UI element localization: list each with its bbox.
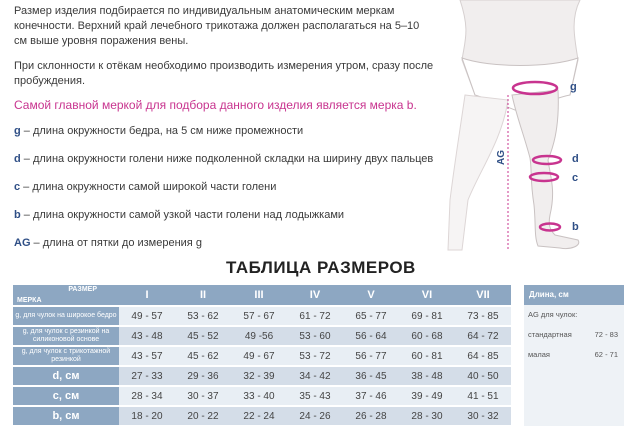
label-g: g (570, 81, 577, 93)
table-cell: 34 - 42 (287, 366, 343, 386)
measure-definitions (14, 124, 484, 264)
size-header: II (175, 285, 231, 306)
intro-text (14, 4, 434, 99)
table-title: ТАБЛИЦА РАЗМЕРОВ (226, 258, 416, 277)
table-row (13, 366, 511, 386)
intro-paragraph-2: При склонности к отёкам необходимо производить измерения утром, сразу после пробуждения. (14, 60, 434, 87)
length-item-value: 62 - 71 (594, 350, 618, 359)
length-panel-sub: AG для чулок: (528, 310, 578, 319)
table-cell: 49 - 67 (231, 346, 287, 366)
table-row (13, 386, 511, 406)
corner-cell (13, 285, 119, 306)
length-item-label: малая (528, 350, 550, 359)
table-cell: 39 - 49 (399, 386, 455, 406)
table-cell: 57 - 67 (231, 306, 287, 326)
table-cell: 53 - 62 (175, 306, 231, 326)
measure-key: b (14, 209, 21, 221)
table-cell: 24 - 26 (287, 406, 343, 426)
table-cell: 45 - 52 (175, 326, 231, 346)
measure-text: – длина окружности голени ниже подколенной складки на ширину двух пальцев (20, 153, 434, 165)
corner-top-label: РАЗМЕР (68, 286, 97, 293)
table-row (13, 346, 511, 366)
measure-text: – длина окружности бедра, на 5 см ниже промежности (20, 125, 304, 137)
table-cell: 64 - 85 (455, 346, 511, 366)
label-b: b (572, 221, 579, 233)
table-cell: 22 - 24 (231, 406, 287, 426)
length-item-label: стандартная (528, 330, 572, 339)
row-label: d, см (13, 366, 119, 386)
table-cell: 37 - 46 (343, 386, 399, 406)
measure-key: g (14, 125, 21, 137)
table-cell: 56 - 77 (343, 346, 399, 366)
measure-key: c (14, 181, 21, 193)
measure-key: d (14, 153, 21, 165)
length-item-value: 72 - 83 (594, 330, 618, 339)
measure-text: – длина окружности самой узкой части голени над лодыжками (20, 209, 345, 221)
row-label: c, см (13, 386, 119, 406)
table-cell: 20 - 22 (175, 406, 231, 426)
size-header-row (13, 285, 511, 306)
left-leg-shape (448, 95, 508, 250)
table-cell: 61 - 72 (287, 306, 343, 326)
table-cell: 65 - 77 (343, 306, 399, 326)
table-cell: 49 - 57 (119, 306, 175, 326)
measure-b (14, 208, 484, 236)
table-cell: 30 - 32 (455, 406, 511, 426)
length-panel-head: Длина, см (524, 285, 624, 305)
table-cell: 30 - 37 (175, 386, 231, 406)
leg-diagram (420, 0, 620, 260)
length-item (524, 345, 624, 365)
size-header: III (231, 285, 287, 306)
length-item (524, 325, 624, 345)
table-cell: 18 - 20 (119, 406, 175, 426)
table-cell: 43 - 57 (119, 346, 175, 366)
corner-bottom-label: МЕРКА (17, 297, 42, 304)
table-cell: 60 - 68 (399, 326, 455, 346)
table-cell: 27 - 33 (119, 366, 175, 386)
table-cell: 56 - 64 (343, 326, 399, 346)
table-row (13, 326, 511, 346)
row-label: g, для чулок на широкое бедро (13, 306, 119, 326)
table-cell: 35 - 43 (287, 386, 343, 406)
table-cell: 38 - 48 (399, 366, 455, 386)
measure-text: – длина окружности самой широкой части голени (20, 181, 277, 193)
measure-d (14, 152, 484, 180)
size-table (13, 285, 511, 427)
table-row (13, 306, 511, 326)
table-cell: 43 - 48 (119, 326, 175, 346)
table-cell: 53 - 72 (287, 346, 343, 366)
label-ag: AG (496, 150, 507, 165)
size-header: VII (455, 285, 511, 306)
intro-paragraph-1: Размер изделия подбирается по индивидуальным анатомическим меркам конечности. Верхний край лечебного трикотажа должен располагаться на 5–10 см выше уровня поражения вены. (14, 5, 420, 47)
row-label: b, см (13, 406, 119, 426)
length-panel (524, 285, 624, 426)
table-cell: 45 - 62 (175, 346, 231, 366)
table-row (13, 406, 511, 426)
size-header: IV (287, 285, 343, 306)
table-cell: 53 - 60 (287, 326, 343, 346)
measure-c (14, 180, 484, 208)
row-label: g, для чулок с резинкой на силиконовой основе (13, 326, 119, 346)
size-header: VI (399, 285, 455, 306)
measure-key: AG (14, 237, 31, 249)
table-cell: 41 - 51 (455, 386, 511, 406)
measure-text: – длина от пятки до измерения g (30, 237, 202, 249)
table-cell: 33 - 40 (231, 386, 287, 406)
table-cell: 69 - 81 (399, 306, 455, 326)
measure-g (14, 124, 484, 152)
highlight-note: Самой главной меркой для подбора данного изделия является мерка b. (14, 98, 417, 112)
table-cell: 26 - 28 (343, 406, 399, 426)
table-cell: 60 - 81 (399, 346, 455, 366)
table-cell: 49 -56 (231, 326, 287, 346)
table-cell: 40 - 50 (455, 366, 511, 386)
size-header: I (119, 285, 175, 306)
table-cell: 28 - 34 (119, 386, 175, 406)
table-cell: 64 - 72 (455, 326, 511, 346)
table-cell: 29 - 36 (175, 366, 231, 386)
row-label: g, для чулок с трикотажной резинкой (13, 346, 119, 366)
table-cell: 28 - 30 (399, 406, 455, 426)
label-d: d (572, 153, 579, 165)
table-cell: 32 - 39 (231, 366, 287, 386)
table-cell: 73 - 85 (455, 306, 511, 326)
size-header: V (343, 285, 399, 306)
table-cell: 36 - 45 (343, 366, 399, 386)
label-c: c (572, 172, 579, 184)
